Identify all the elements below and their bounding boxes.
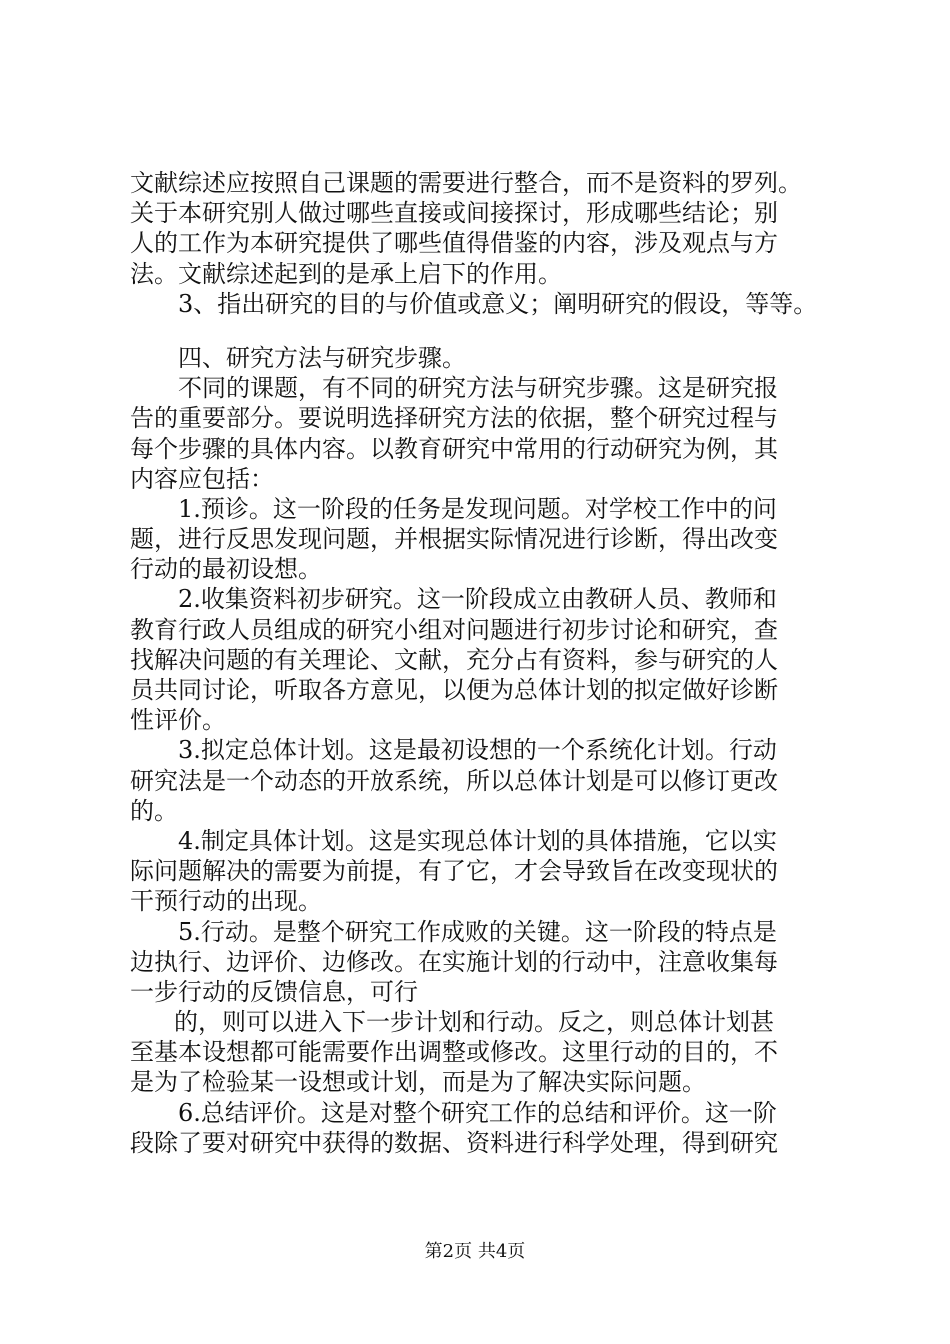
paragraph-line: 干预行动的出现。 xyxy=(130,887,322,916)
paragraph-line: 是为了检验某一设想或计划，而是为了解决实际问题。 xyxy=(130,1068,706,1097)
paragraph-line: 边执行、边评价、边修改。在实施计划的行动中，注意收集每 xyxy=(130,947,778,976)
paragraph-line: 题，进行反思发现问题，并根据实际情况进行诊断，得出改变 xyxy=(130,525,778,554)
paragraph-line: 法。文献综述起到的是承上启下的作用。 xyxy=(130,259,562,288)
paragraph-line: 1.预诊。这一阶段的任务是发现问题。对学校工作中的问 xyxy=(178,494,777,523)
paragraph-line: 一步行动的反馈信息，可行 xyxy=(130,977,418,1006)
paragraph-line: 的，则可以进入下一步计划和行动。反之，则总体计划甚 xyxy=(174,1008,774,1037)
paragraph-line: 3.拟定总体计划。这是最初设想的一个系统化计划。行动 xyxy=(178,736,777,765)
paragraph-line: 行动的最初设想。 xyxy=(130,555,322,584)
paragraph-line: 找解决问题的有关理论、文献，充分占有资料，参与研究的人 xyxy=(130,645,778,674)
paragraph-line: 员共同讨论，听取各方意见，以便为总体计划的拟定做好诊断 xyxy=(130,676,778,704)
paragraph-gap xyxy=(130,319,835,343)
paragraph-line: 关于本研究别人做过哪些直接或间接探讨，形成哪些结论；别 xyxy=(130,199,778,228)
paragraph-line: 告的重要部分。要说明选择研究方法的依据，整个研究过程与 xyxy=(130,404,778,433)
paragraph-line: 不同的课题，有不同的研究方法与研究步骤。这是研究报 xyxy=(178,374,778,403)
paragraph-line: 文献综述应按照自己课题的需要进行整合，而不是资料的罗列。 xyxy=(130,169,802,197)
paragraph-line: 至基本设想都可能需要作出调整或修改。这里行动的目的，不 xyxy=(130,1038,778,1067)
paragraph-line: 内容应包括： xyxy=(130,464,274,493)
paragraph-line: 研究法是一个动态的开放系统，所以总体计划是可以修订更改 xyxy=(130,766,778,795)
paragraph-line: 的。 xyxy=(130,796,178,825)
paragraph-line: 人的工作为本研究提供了哪些值得借鉴的内容，涉及观点与方 xyxy=(130,229,778,258)
page-number-footer: 第2页 共4页 xyxy=(424,1241,526,1262)
paragraph-line: 2.收集资料初步研究。这一阶段成立由教研人员、教师和 xyxy=(178,585,777,614)
paragraph-line: 每个步骤的具体内容。以教育研究中常用的行动研究为例，其 xyxy=(130,434,778,463)
paragraph-line: 4.制定具体计划。这是实现总体计划的具体措施，它以实 xyxy=(178,826,777,855)
paragraph-line: 5.行动。是整个研究工作成败的关键。这一阶段的特点是 xyxy=(178,917,777,946)
paragraph-line: 教育行政人员组成的研究小组对问题进行初步讨论和研究，查 xyxy=(130,615,778,644)
paragraph-line: 6.总结评价。这是对整个研究工作的总结和评价。这一阶 xyxy=(178,1098,777,1127)
paragraph-line: 际问题解决的需要为前提，有了它，才会导致旨在改变现状的 xyxy=(130,857,778,886)
paragraph-line: 性评价。 xyxy=(130,706,226,735)
section-heading: 四、研究方法与研究步骤。 xyxy=(178,343,466,372)
paragraph-line: 3、指出研究的目的与价值或意义；阐明研究的假设，等等。 xyxy=(178,289,818,318)
paragraph-line: 段除了要对研究中获得的数据、资料进行科学处理，得到研究 xyxy=(130,1128,778,1157)
document-body xyxy=(130,168,835,1158)
